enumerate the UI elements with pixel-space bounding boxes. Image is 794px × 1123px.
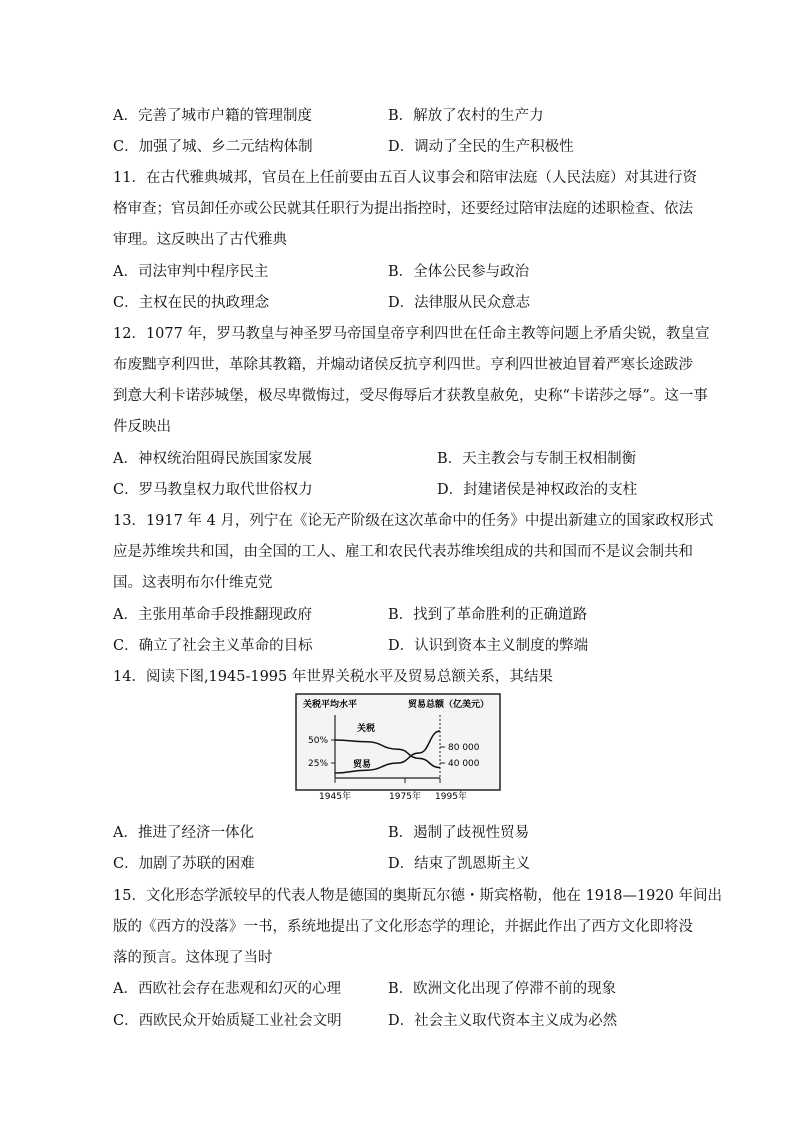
- q15-stem-line-3: 落的预言。这体现了当时: [113, 950, 273, 966]
- q13-option-c: C．确立了社会主义革命的目标: [113, 638, 313, 654]
- q14-option-b: B．遏制了歧视性贸易: [388, 825, 530, 841]
- q13-option-a: A．主张用革命手段推翻现政府: [113, 607, 312, 623]
- q11-option-d: D．法律服从民众意志: [388, 295, 531, 311]
- q11-option-c: C．主权在民的执政理念: [113, 295, 270, 311]
- right-tick-label-40000: 40 000: [448, 759, 480, 769]
- q10-option-c: C．加强了城、乡二元结构体制: [113, 139, 313, 155]
- right-tick-label-80000: 80 000: [448, 743, 480, 753]
- right-axis-label: 贸易总额（亿美元）: [408, 700, 490, 710]
- q11-option-b: B．全体公民参与政治: [388, 264, 530, 280]
- q13-stem-line-1: 13．1917 年 4 月，列宁在《论无产阶级在这次革命中的任务》中提出新建立的国家政权形式: [113, 513, 714, 529]
- q15-stem-line-1: 15．文化形态学派较早的代表人物是德国的奥斯瓦尔德・斯宾格勒，他在 1918—1920 年间出: [113, 888, 722, 904]
- q12-stem-line-4: 件反映出: [113, 419, 171, 435]
- x-label-1945: 1945年: [319, 792, 351, 802]
- q13-option-d: D．认识到资本主义制度的弊端: [388, 638, 589, 654]
- q12-option-b: B．天主教会与专制王权相制衡: [437, 451, 637, 467]
- q11-option-a: A．司法审判中程序民主: [113, 264, 269, 280]
- q12-option-d: D．封建诸侯是神权政治的支柱: [437, 482, 638, 498]
- q14-stem-line-1: 14．阅读下图,1945-1995 年世界关税水平及贸易总额关系，其结果: [113, 669, 553, 685]
- q10-option-b: B．解放了农村的生产力: [388, 108, 544, 124]
- left-tick-label-25: 25%: [308, 759, 329, 769]
- tariff-series-label: 关税: [357, 724, 376, 734]
- x-label-1975: 1975年: [389, 792, 421, 802]
- q12-stem-line-2: 布废黜亨利四世，革除其教籍，并煽动诸侯反抗亨利四世。亨利四世被迫冒着严寒长途跋涉: [113, 357, 693, 373]
- q14-option-d: D．结束了凯恩斯主义: [388, 856, 531, 872]
- q15-option-c: C．西欧民众开始质疑工业社会文明: [113, 1013, 342, 1029]
- x-label-1995: 1995年: [435, 792, 467, 802]
- q12-stem-line-3: 到意大利卡诺莎城堡，极尽卑微悔过，受尽侮辱后才获教皇赦免，史称“卡诺莎之辱”。这一事: [113, 388, 708, 404]
- q15-option-a: A．西欧社会存在悲观和幻灭的心理: [113, 981, 341, 997]
- q14-option-a: A．推进了经济一体化: [113, 825, 254, 841]
- q13-option-b: B．找到了革命胜利的正确道路: [388, 607, 588, 623]
- q14-option-c: C．加剧了苏联的困难: [113, 856, 255, 872]
- trade-series-label: 贸易: [353, 760, 372, 770]
- q15-option-d: D．社会主义取代资本主义成为必然: [388, 1013, 618, 1029]
- q15-option-b: B．欧洲文化出现了停滞不前的现象: [388, 981, 617, 997]
- q12-option-c: C．罗马教皇权力取代世俗权力: [113, 482, 313, 498]
- left-tick-label-50: 50%: [308, 736, 329, 746]
- q11-stem-line-3: 审理。这反映出了古代雅典: [113, 232, 287, 248]
- q15-stem-line-2: 版的《西方的没落》一书，系统地提出了文化形态学的理论，并据此作出了西方文化即将没: [113, 919, 693, 935]
- q10-option-a: A．完善了城市户籍的管理制度: [113, 108, 312, 124]
- q13-stem-line-2: 应是苏维埃共和国，由全国的工人、雇工和农民代表苏维埃组成的共和国而不是议会制共和: [113, 544, 693, 560]
- q11-stem-line-2: 格审查；官员卸任亦或公民就其任职行为提出指控时，还要经过陪审法庭的述职检查、依法: [113, 201, 693, 217]
- tariff-trade-chart: [295, 693, 501, 805]
- q10-option-d: D．调动了全民的生产积极性: [388, 139, 574, 155]
- q13-stem-line-3: 国。这表明布尔什维克党: [113, 575, 273, 591]
- q12-option-a: A．神权统治阻碍民族国家发展: [113, 451, 312, 467]
- q11-stem-line-1: 11．在古代雅典城邦，官员在上任前要由五百人议事会和陪审法庭（人民法庭）对其进行资: [113, 170, 697, 186]
- left-axis-label: 关税平均水平: [303, 700, 358, 710]
- q12-stem-line-1: 12．1077 年，罗马教皇与神圣罗马帝国皇帝亨利四世在任命主教等问题上矛盾尖锐，教皇宣: [113, 326, 710, 342]
